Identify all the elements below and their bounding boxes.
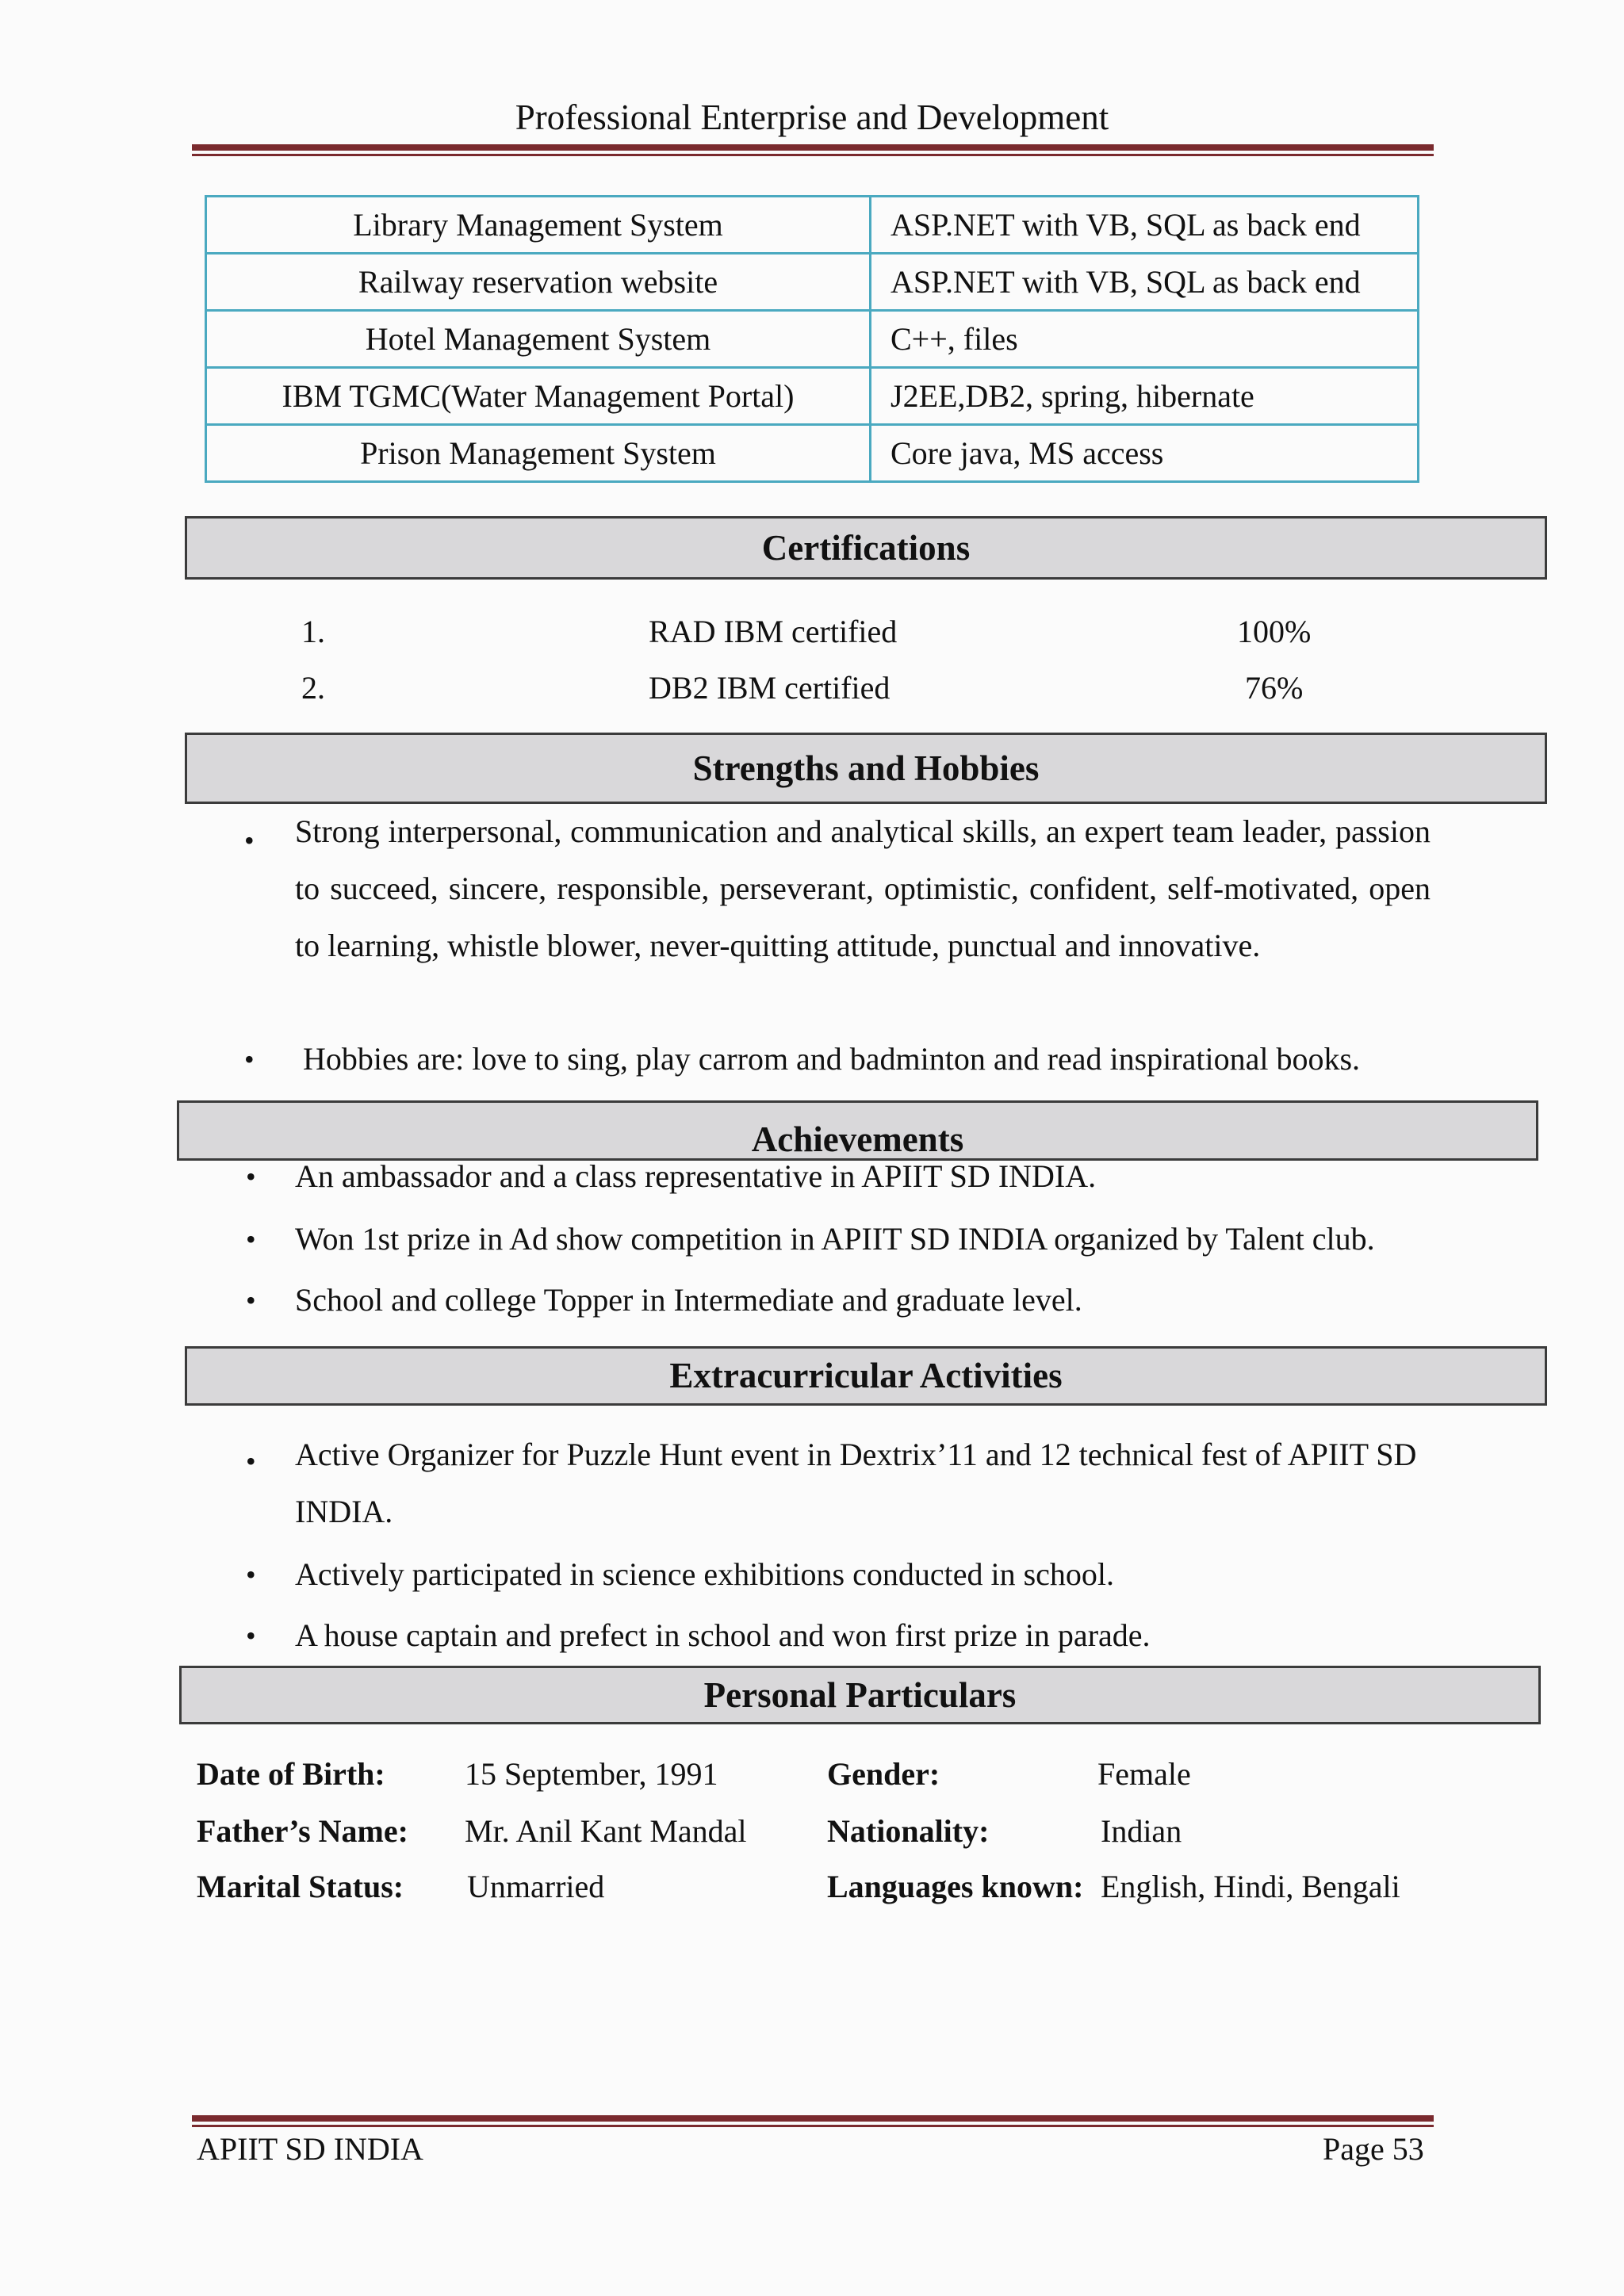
cert-number: 2. — [301, 670, 325, 706]
achievement-item: School and college Topper in Intermediate and graduate level. — [295, 1282, 1082, 1318]
project-tech: ASP.NET with VB, SQL as back end — [871, 197, 1419, 254]
project-tech: ASP.NET with VB, SQL as back end — [871, 254, 1419, 311]
bullet-icon: • — [246, 1284, 256, 1316]
table-row — [206, 311, 1419, 368]
page-title: Professional Enterprise and Development — [515, 98, 1109, 137]
extracurricular-item: Active Organizer for Puzzle Hunt event in Dextrix’11 and 12 technical fest of APIIT SD INDIA. — [295, 1437, 1417, 1529]
gender-label: Gender: — [827, 1756, 940, 1792]
project-tech: Core java, MS access — [871, 425, 1419, 482]
project-name: Prison Management System — [206, 425, 871, 482]
projects-table — [205, 195, 1419, 483]
achievement-item: Won 1st prize in Ad show competition in APIIT SD INDIA organized by Talent club. — [295, 1221, 1375, 1257]
project-name: Library Management System — [206, 197, 871, 254]
table-row — [206, 368, 1419, 425]
table-row — [206, 425, 1419, 482]
project-name: Hotel Management System — [206, 311, 871, 368]
footer-left: APIIT SD INDIA — [197, 2131, 423, 2167]
cert-score: 100% — [1237, 614, 1312, 649]
gender-value: Female — [1097, 1756, 1191, 1792]
bullet-icon: • — [246, 1445, 256, 1477]
strengths-item: Strong interpersonal, communication and analytical skills, an expert team leader, passion to succeed, sincere, responsible, perseverant, optimistic, confident, self-motivated, open to learning, whistle blower, never-quitting attitude, punctual and innovative. — [295, 813, 1431, 963]
cert-name: RAD IBM certified — [649, 614, 898, 649]
cert-name: DB2 IBM certified — [649, 670, 891, 706]
marital-value: Unmarried — [467, 1869, 605, 1904]
table-row — [206, 254, 1419, 311]
achievement-item: An ambassador and a class representative in APIIT SD INDIA. — [295, 1158, 1097, 1194]
bullet-icon: • — [244, 1043, 255, 1075]
project-name: Railway reservation website — [206, 254, 871, 311]
bullet-icon: • — [246, 1223, 256, 1255]
extracurricular-item: Actively participated in science exhibitions conducted in school. — [295, 1556, 1115, 1592]
languages-label: Languages known: — [827, 1869, 1084, 1904]
project-tech: J2EE,DB2, spring, hibernate — [871, 368, 1419, 425]
extracurricular-heading: Extracurricular Activities — [185, 1346, 1547, 1406]
table-row — [206, 197, 1419, 254]
bullet-icon: • — [246, 1620, 256, 1651]
certifications-heading: Certifications — [185, 516, 1547, 580]
achievements-heading: Achievements — [177, 1100, 1538, 1161]
nationality-value: Indian — [1101, 1813, 1182, 1849]
header-rule — [192, 144, 1434, 156]
strengths-heading: Strengths and Hobbies — [185, 733, 1547, 804]
cert-number: 1. — [301, 614, 325, 649]
footer-rule — [192, 2115, 1434, 2127]
languages-value: English, Hindi, Bengali — [1101, 1869, 1400, 1904]
cert-score: 76% — [1245, 670, 1304, 706]
personal-heading: Personal Particulars — [179, 1666, 1541, 1724]
project-tech: C++, files — [871, 311, 1419, 368]
dob-label: Date of Birth: — [197, 1756, 385, 1792]
project-name: IBM TGMC(Water Management Portal) — [206, 368, 871, 425]
marital-label: Marital Status: — [197, 1869, 404, 1904]
hobbies-item: Hobbies are: love to sing, play carrom and badminton and read inspirational books. — [303, 1041, 1361, 1077]
dob-value: 15 September, 1991 — [465, 1756, 718, 1792]
page-number: Page 53 — [1323, 2131, 1424, 2167]
bullet-icon: • — [246, 1559, 256, 1590]
extracurricular-item: A house captain and prefect in school and won first prize in parade. — [295, 1617, 1151, 1653]
father-label: Father’s Name: — [197, 1813, 408, 1849]
bullet-icon: • — [244, 825, 255, 856]
nationality-label: Nationality: — [827, 1813, 990, 1849]
bullet-icon: • — [246, 1161, 256, 1192]
father-value: Mr. Anil Kant Mandal — [465, 1813, 747, 1849]
